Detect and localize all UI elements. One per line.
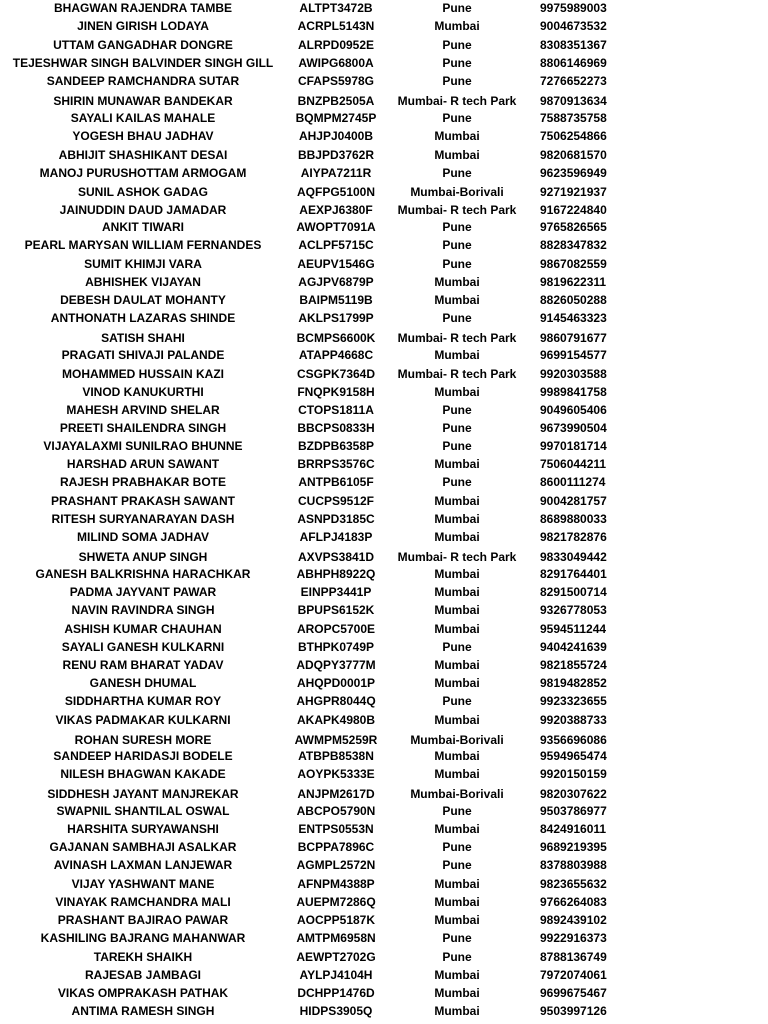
table-row (0, 657, 768, 673)
employee-name: ABHIJIT SHASHIKANT DESAI (58, 148, 228, 162)
pan-number: FNQPK9158H (297, 385, 375, 399)
employee-name: SUMIT KHIMJI VARA (84, 257, 202, 271)
table-row (0, 256, 768, 272)
phone-number: 7588735758 (540, 111, 607, 125)
pan-number: HIDPS3905Q (299, 1004, 373, 1018)
employee-name: AVINASH LAXMAN LANJEWAR (53, 858, 233, 872)
phone-number: 8689880033 (540, 512, 607, 526)
location: Pune (442, 858, 472, 872)
employee-name: GANESH BALKRISHNA HARACHKAR (35, 567, 251, 581)
location: Mumbai (434, 293, 480, 307)
table-row (0, 402, 768, 418)
phone-number: 9989841758 (540, 385, 607, 399)
location: Mumbai (434, 19, 480, 33)
location: Pune (442, 56, 472, 70)
table-row (0, 1003, 768, 1019)
phone-number: 9821782876 (540, 530, 607, 544)
phone-number: 9594965474 (540, 749, 607, 763)
location: Mumbai- R tech Park (397, 94, 517, 108)
pan-number: BQMPM2745P (295, 111, 377, 125)
employee-name: PREETI SHAILENDRA SINGH (59, 421, 227, 435)
location: Mumbai (434, 713, 480, 727)
phone-number: 9823655632 (540, 877, 607, 891)
location: Pune (442, 111, 472, 125)
table-row (0, 894, 768, 910)
pan-number: DCHPP1476D (297, 986, 375, 1000)
pan-number: CSGPK7364D (296, 367, 376, 381)
location: Pune (442, 311, 472, 325)
phone-number: 7276652273 (540, 74, 607, 88)
employee-name: ASHISH KUMAR CHAUHAN (64, 622, 222, 636)
table-row (0, 511, 768, 527)
pan-number: AFLPJ4183P (299, 530, 373, 544)
employee-name: UTTAM GANGADHAR DONGRE (53, 38, 233, 52)
location: Pune (442, 640, 472, 654)
location: Pune (442, 74, 472, 88)
phone-number: 9503997126 (540, 1004, 607, 1018)
employee-name: MAHESH ARVIND SHELAR (66, 403, 220, 417)
table-row (0, 766, 768, 782)
table-row (0, 549, 768, 565)
table-row (0, 0, 768, 16)
employee-name: MANOJ PURUSHOTTAM ARMOGAM (39, 166, 247, 180)
pan-number: AHJPJ0400B (298, 129, 374, 143)
location: Pune (442, 38, 472, 52)
employee-name: SIDDHESH JAYANT MANJREKAR (47, 787, 239, 801)
location: Mumbai (434, 676, 480, 690)
location: Pune (442, 840, 472, 854)
phone-number: 9975989003 (540, 1, 607, 15)
pan-number: AXVPS3841D (297, 550, 375, 564)
employee-name: PRASHANT BAJIRAO PAWAR (57, 913, 229, 927)
location: Mumbai (434, 986, 480, 1000)
employee-name: JINEN GIRISH LODAYA (77, 19, 209, 33)
table-row (0, 55, 768, 71)
pan-number: AGJPV6879P (298, 275, 374, 289)
location: Mumbai (434, 275, 480, 289)
location: Mumbai (434, 968, 480, 982)
pan-number: ASNPD3185C (297, 512, 375, 526)
phone-number: 9820681570 (540, 148, 607, 162)
location: Mumbai (434, 457, 480, 471)
pan-number: ABHPH8922Q (296, 567, 376, 581)
pan-number: ANTPB6105F (298, 475, 374, 489)
location: Mumbai (434, 348, 480, 362)
table-row (0, 438, 768, 454)
employee-name: JAINUDDIN DAUD JAMADAR (59, 203, 227, 217)
table-row (0, 930, 768, 946)
location: Pune (442, 475, 472, 489)
table-row (0, 219, 768, 235)
phone-number: 8828347832 (540, 238, 607, 252)
location: Pune (442, 238, 472, 252)
table-row (0, 584, 768, 600)
table-row (0, 786, 768, 802)
pan-number: EINPP3441P (300, 585, 372, 599)
employee-name: RAJESH PRABHAKAR BOTE (59, 475, 226, 489)
location: Mumbai (434, 822, 480, 836)
pan-number: BZDPB6358P (297, 439, 375, 453)
pan-number: AKLPS1799P (298, 311, 374, 325)
phone-number: 9623596949 (540, 166, 607, 180)
location: Mumbai (434, 749, 480, 763)
phone-number: 9689219395 (540, 840, 607, 854)
table-row (0, 73, 768, 89)
location: Pune (442, 220, 472, 234)
employee-name: DEBESH DAULAT MOHANTY (60, 293, 226, 307)
employee-name: ANTHONATH LAZARAS SHINDE (50, 311, 236, 325)
location: Mumbai (434, 658, 480, 672)
employee-name: SIDDHARTHA KUMAR ROY (64, 694, 222, 708)
employee-name: SATISH SHAHI (101, 331, 185, 345)
employee-name: NAVIN RAVINDRA SINGH (71, 603, 215, 617)
pan-number: AHGPR8044Q (296, 694, 376, 708)
phone-number: 9892439102 (540, 913, 607, 927)
table-row (0, 384, 768, 400)
location: Pune (442, 931, 472, 945)
location: Mumbai (434, 895, 480, 909)
pan-number: ABCPO5790N (296, 804, 376, 818)
table-row (0, 529, 768, 545)
table-row (0, 18, 768, 34)
phone-number: 8291500714 (540, 585, 607, 599)
pan-number: ADQPY3777M (296, 658, 376, 672)
table-row (0, 184, 768, 200)
employee-name: GANESH DHUMAL (89, 676, 197, 690)
pan-number: AUEPM7286Q (296, 895, 376, 909)
employee-name: ABHISHEK VIJAYAN (85, 275, 201, 289)
location: Mumbai (434, 129, 480, 143)
pan-number: ENTPS0553N (298, 822, 374, 836)
table-row (0, 330, 768, 346)
table-row (0, 876, 768, 892)
phone-number: 9920150159 (540, 767, 607, 781)
employee-name: TEJESHWAR SINGH BALVINDER SINGH GILL (12, 56, 274, 70)
phone-number: 9870913634 (540, 94, 607, 108)
phone-number: 8826050288 (540, 293, 607, 307)
employee-name: SHWETA ANUP SINGH (78, 550, 208, 564)
employee-name: GAJANAN SAMBHAJI ASALKAR (49, 840, 237, 854)
phone-number: 8308351367 (540, 38, 607, 52)
employee-name: PEARL MARYSAN WILLIAM FERNANDES (24, 238, 262, 252)
employee-name: SANDEEP HARIDASJI BODELE (53, 749, 233, 763)
phone-number: 9004281757 (540, 494, 607, 508)
location: Mumbai- R tech Park (397, 203, 517, 217)
phone-number: 9271921937 (540, 185, 607, 199)
table-row (0, 693, 768, 709)
employee-name: MILIND SOMA JADHAV (77, 530, 209, 544)
employee-name: ROHAN SURESH MORE (74, 733, 212, 747)
pan-number: AKAPK4980B (296, 713, 376, 727)
location: Mumbai (434, 913, 480, 927)
table-row (0, 292, 768, 308)
phone-number: 9145463323 (540, 311, 607, 325)
employee-name: RAJESAB JAMBAGI (84, 968, 201, 982)
location: Mumbai (434, 767, 480, 781)
phone-number: 9821855724 (540, 658, 607, 672)
table-row (0, 493, 768, 509)
pan-number: BTHPK0749P (297, 640, 375, 654)
phone-number: 8424916011 (540, 822, 607, 836)
table-row (0, 93, 768, 109)
location: Pune (442, 403, 472, 417)
table-row (0, 949, 768, 965)
phone-number: 9920388733 (540, 713, 607, 727)
employee-name: TAREKH SHAIKH (93, 950, 193, 964)
pan-number: AEUPV1546G (297, 257, 375, 271)
table-row (0, 857, 768, 873)
phone-number: 9922916373 (540, 931, 607, 945)
table-row (0, 456, 768, 472)
phone-number: 9765826565 (540, 220, 607, 234)
pan-number: AWOPT7091A (296, 220, 376, 234)
employee-name: SAYALI KAILAS MAHALE (70, 111, 216, 125)
table-row (0, 310, 768, 326)
employee-name: VINOD KANUKURTHI (82, 385, 204, 399)
phone-number: 9594511244 (540, 622, 607, 636)
phone-number: 9167224840 (540, 203, 607, 217)
table-row (0, 274, 768, 290)
phone-number: 9833049442 (540, 550, 607, 564)
pan-number: AEXPJ6380F (299, 203, 373, 217)
phone-number: 9766264083 (540, 895, 607, 909)
phone-number: 8378803988 (540, 858, 607, 872)
location: Pune (442, 950, 472, 964)
location: Mumbai (434, 567, 480, 581)
phone-number: 9860791677 (540, 331, 607, 345)
location: Mumbai-Borivali (410, 787, 504, 801)
phone-number: 8291764401 (540, 567, 607, 581)
pan-number: BBJPD3762R (297, 148, 375, 162)
phone-number: 8806146969 (540, 56, 607, 70)
table-row (0, 128, 768, 144)
table-row (0, 474, 768, 490)
pan-number: AWIPG6800A (298, 56, 374, 70)
pan-number: AROPC5700E (296, 622, 376, 636)
table-row (0, 712, 768, 728)
phone-number: 8788136749 (540, 950, 607, 964)
pan-number: AOYPK5333E (297, 767, 375, 781)
phone-number: 9819482852 (540, 676, 607, 690)
phone-number: 9004673532 (540, 19, 607, 33)
table-row (0, 967, 768, 983)
table-row (0, 639, 768, 655)
table-row (0, 147, 768, 163)
table-row (0, 366, 768, 382)
phone-number: 9867082559 (540, 257, 607, 271)
employee-name: HARSHITA SURYAWANSHI (67, 822, 219, 836)
table-row (0, 566, 768, 582)
employee-name: RITESH SURYANARAYAN DASH (51, 512, 235, 526)
employee-name: HARSHAD ARUN SAWANT (66, 457, 220, 471)
phone-number: 9049605406 (540, 403, 607, 417)
phone-number: 9819622311 (540, 275, 607, 289)
pan-number: AIYPA7211R (300, 166, 372, 180)
location: Pune (442, 1, 472, 15)
location: Mumbai (434, 385, 480, 399)
table-row (0, 821, 768, 837)
phone-number: 9326778053 (540, 603, 607, 617)
pan-number: BBCPS0833H (297, 421, 375, 435)
pan-number: AOCPP5187K (296, 913, 376, 927)
employee-name: VIJAYALAXMI SUNILRAO BHUNNE (43, 439, 243, 453)
table-row (0, 803, 768, 819)
pan-number: ANJPM2617D (297, 787, 375, 801)
pan-number: ALRPD0952E (297, 38, 375, 52)
location: Mumbai (434, 603, 480, 617)
pan-number: BCPPA7896C (297, 840, 375, 854)
phone-number: 9699675467 (540, 986, 607, 1000)
phone-number: 9404241639 (540, 640, 607, 654)
location: Mumbai- R tech Park (397, 331, 517, 345)
pan-number: AMTPM6958N (296, 931, 376, 945)
phone-number: 9970181714 (540, 439, 607, 453)
location: Pune (442, 421, 472, 435)
location: Mumbai (434, 530, 480, 544)
table-row (0, 602, 768, 618)
location: Mumbai (434, 1004, 480, 1018)
pan-number: ATBPB8538N (298, 749, 374, 763)
location: Pune (442, 804, 472, 818)
pan-number: ACLPF5715C (298, 238, 374, 252)
table-row (0, 347, 768, 363)
table-row (0, 110, 768, 126)
employee-name: PADMA JAYVANT PAWAR (69, 585, 217, 599)
location: Mumbai- R tech Park (397, 367, 517, 381)
table-row (0, 621, 768, 637)
employee-name: RENU RAM BHARAT YADAV (62, 658, 224, 672)
pan-number: ATAPP4668C (298, 348, 374, 362)
location: Mumbai (434, 512, 480, 526)
pan-number: ACRPL5143N (297, 19, 375, 33)
table-row (0, 165, 768, 181)
pan-number: AQFPG5100N (296, 185, 376, 199)
employee-name: YOGESH BHAU JADHAV (72, 129, 214, 143)
employee-name: NILESH BHAGWAN KAKADE (60, 767, 226, 781)
phone-number: 9923323655 (540, 694, 607, 708)
location: Mumbai (434, 494, 480, 508)
location: Mumbai (434, 877, 480, 891)
phone-number: 9673990504 (540, 421, 607, 435)
location: Pune (442, 166, 472, 180)
employee-name: SUNIL ASHOK GADAG (77, 185, 208, 199)
employee-name: VINAYAK RAMCHANDRA MALI (55, 895, 231, 909)
table-row (0, 675, 768, 691)
table-row (0, 748, 768, 764)
pan-number: AYLPJ4104H (299, 968, 373, 982)
location: Mumbai (434, 585, 480, 599)
location: Mumbai (434, 622, 480, 636)
table-row (0, 839, 768, 855)
pan-number: CUCPS9512F (297, 494, 375, 508)
employee-name: MOHAMMED HUSSAIN KAZI (62, 367, 224, 381)
employee-name: VIKAS OMPRAKASH PATHAK (57, 986, 229, 1000)
employee-name: SWAPNIL SHANTILAL OSWAL (56, 804, 230, 818)
pan-number: AWMPM5259R (294, 733, 378, 747)
phone-number: 9699154577 (540, 348, 607, 362)
pan-number: CTOPS1811A (298, 403, 374, 417)
table-row (0, 202, 768, 218)
employee-name: SAYALI GANESH KULKARNI (61, 640, 225, 654)
location: Mumbai-Borivali (410, 733, 504, 747)
pan-number: BAIPM5119B (299, 293, 373, 307)
table-row (0, 732, 768, 748)
employee-name: ANTIMA RAMESH SINGH (71, 1004, 215, 1018)
table-row (0, 37, 768, 53)
pan-number: BPUPS6152K (297, 603, 375, 617)
pan-number: AGMPL2572N (296, 858, 376, 872)
phone-number: 7972074061 (540, 968, 607, 982)
phone-number: 7506254866 (540, 129, 607, 143)
location: Pune (442, 439, 472, 453)
pan-number: AFNPM4388P (297, 877, 375, 891)
employee-name: PRAGATI SHIVAJI PALANDE (61, 348, 225, 362)
pan-number: BCMPS6600K (296, 331, 376, 345)
table-row (0, 985, 768, 1001)
employee-name: ANKIT TIWARI (102, 220, 184, 234)
table-row (0, 237, 768, 253)
pan-number: CFAPS5978G (297, 74, 375, 88)
location: Mumbai- R tech Park (397, 550, 517, 564)
phone-number: 7506044211 (540, 457, 607, 471)
employee-name: VIJAY YASHWANT MANE (71, 877, 215, 891)
employee-name: BHAGWAN RAJENDRA TAMBE (54, 1, 232, 15)
location: Mumbai (434, 148, 480, 162)
employee-name: SANDEEP RAMCHANDRA SUTAR (46, 74, 240, 88)
phone-number: 9820307622 (540, 787, 607, 801)
employee-name: PRASHANT PRAKASH SAWANT (50, 494, 235, 508)
pan-number: BRRPS3576C (297, 457, 375, 471)
table-row (0, 912, 768, 928)
phone-number: 9920303588 (540, 367, 607, 381)
pan-number: AHQPD0001P (296, 676, 376, 690)
pan-number: ALTPT3472B (299, 1, 373, 15)
employee-name: VIKAS PADMAKAR KULKARNI (55, 713, 231, 727)
employee-name: KASHILING BAJRANG MAHANWAR (40, 931, 246, 945)
phone-number: 9356696086 (540, 733, 607, 747)
employee-name: SHIRIN MUNAWAR BANDEKAR (53, 94, 233, 108)
phone-number: 9503786977 (540, 804, 607, 818)
pan-number: AEWPT2702G (296, 950, 376, 964)
table-row (0, 420, 768, 436)
location: Pune (442, 694, 472, 708)
phone-number: 8600111274 (540, 475, 606, 489)
location: Mumbai-Borivali (410, 185, 504, 199)
location: Pune (442, 257, 472, 271)
pan-number: BNZPB2505A (297, 94, 375, 108)
